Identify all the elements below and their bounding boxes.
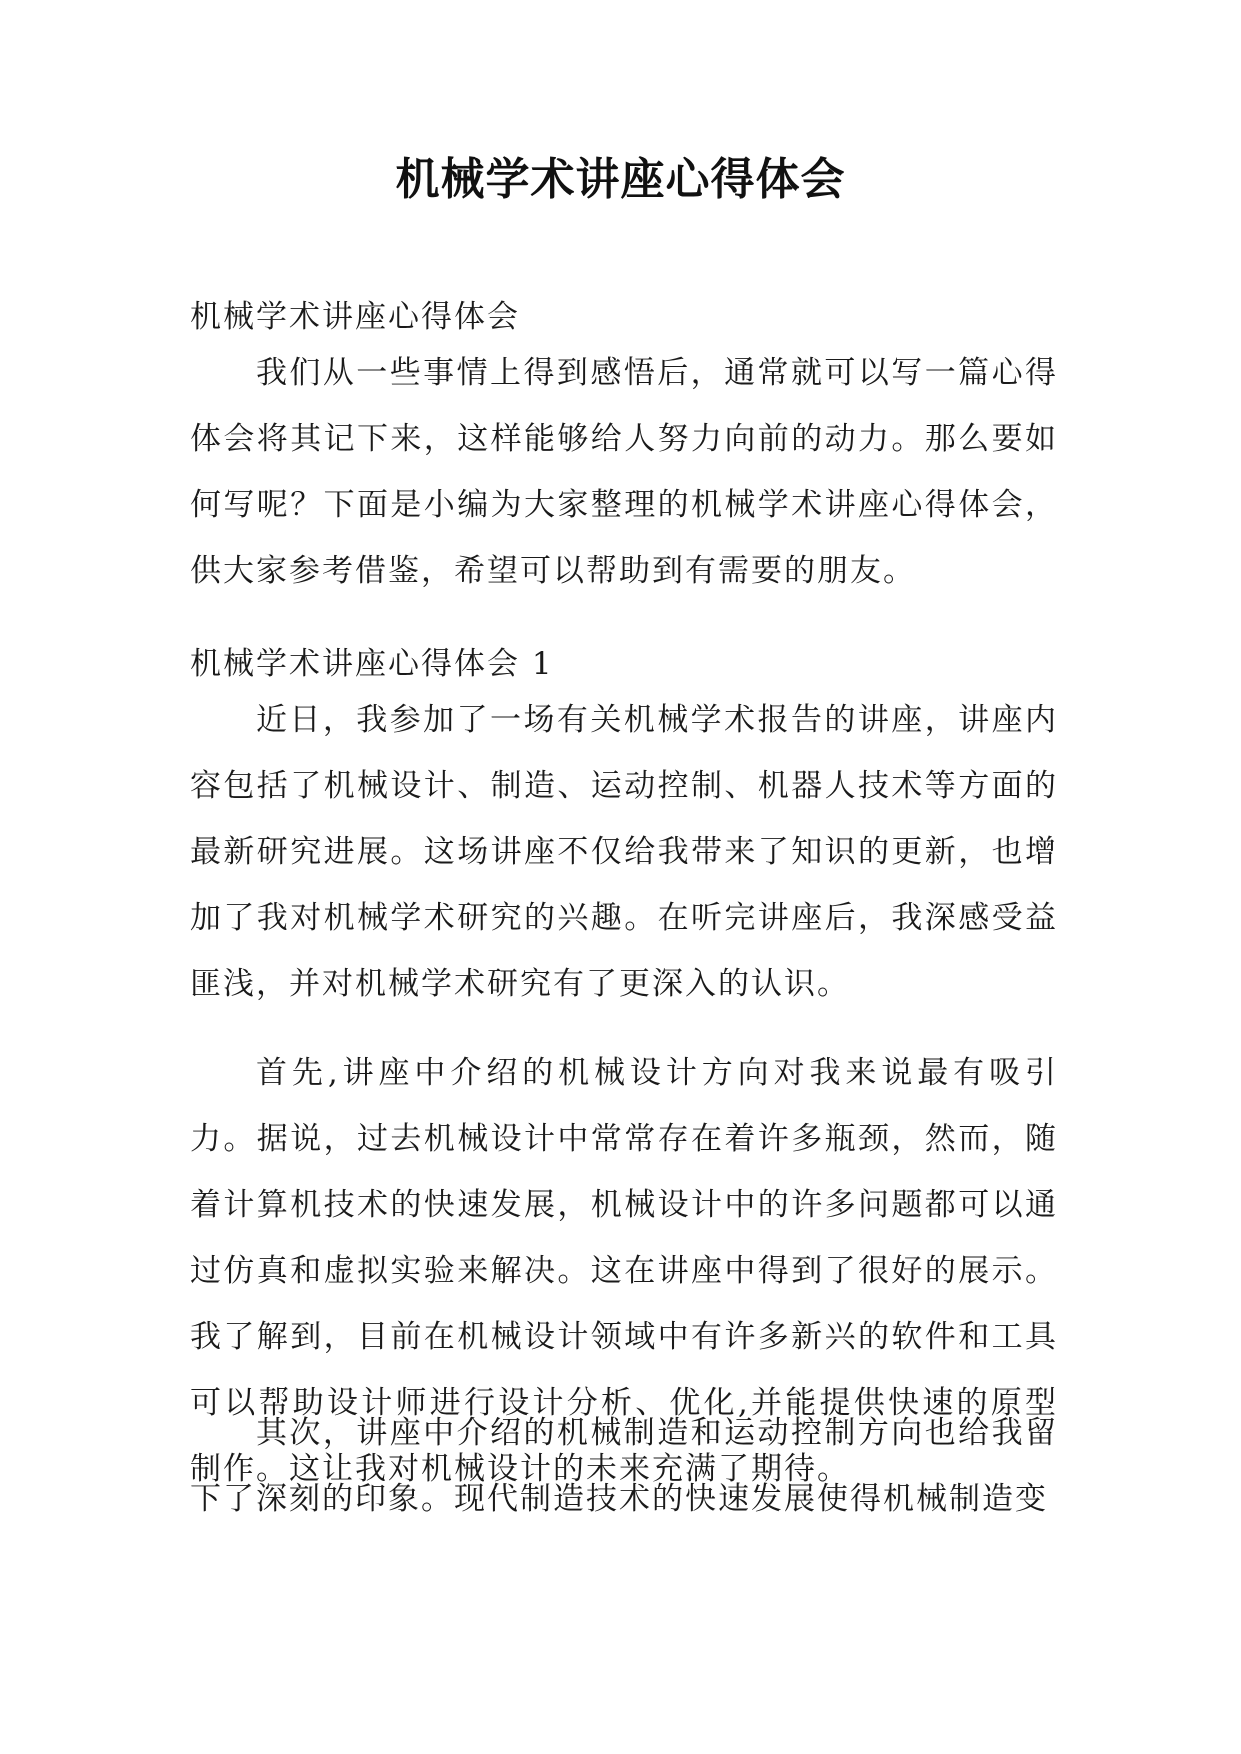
intro-paragraph: 我们从一些事情上得到感悟后，通常就可以写一篇心得体会将其记下来，这样能够给人努力向前的动力。那么要如何写呢？下面是小编为大家整理的机械学术讲座心得体会，供大家参考借鉴，希望可以帮助到有需要的朋友。 [190, 355, 1058, 589]
body-paragraph: 其次，讲座中介绍的机械制造和运动控制方向也给我留下了深刻的印象。现代制造技术的快速发展使得机械制造变 [190, 1415, 1058, 1517]
document-subtitle: 机械学术讲座心得体会 [190, 299, 520, 335]
section-heading: 机械学术讲座心得体会 1 [190, 646, 554, 682]
document-title: 机械学术讲座心得体会 [395, 154, 846, 205]
body-paragraph: 首先,讲座中介绍的机械设计方向对我来说最有吸引力。据说，过去机械设计中常常存在着许多瓶颈，然而，随着计算机技术的快速发展，机械设计中的许多问题都可以通过仿真和虚拟实验来解决。这在讲座中得到了很好的展示。我了解到，目前在机械设计领域中有许多新兴的软件和工具可以帮助设计师进行设计分析、优化,并能提供快速的原型制作。这让我对机械设计的未来充满了期待。 [190, 1055, 1058, 1487]
body-paragraph: 近日，我参加了一场有关机械学术报告的讲座，讲座内容包括了机械设计、制造、运动控制、机器人技术等方面的最新研究进展。这场讲座不仅给我带来了知识的更新，也增加了我对机械学术研究的兴趣。在听完讲座后，我深感受益匪浅，并对机械学术研究有了更深入的认识。 [190, 702, 1058, 1002]
